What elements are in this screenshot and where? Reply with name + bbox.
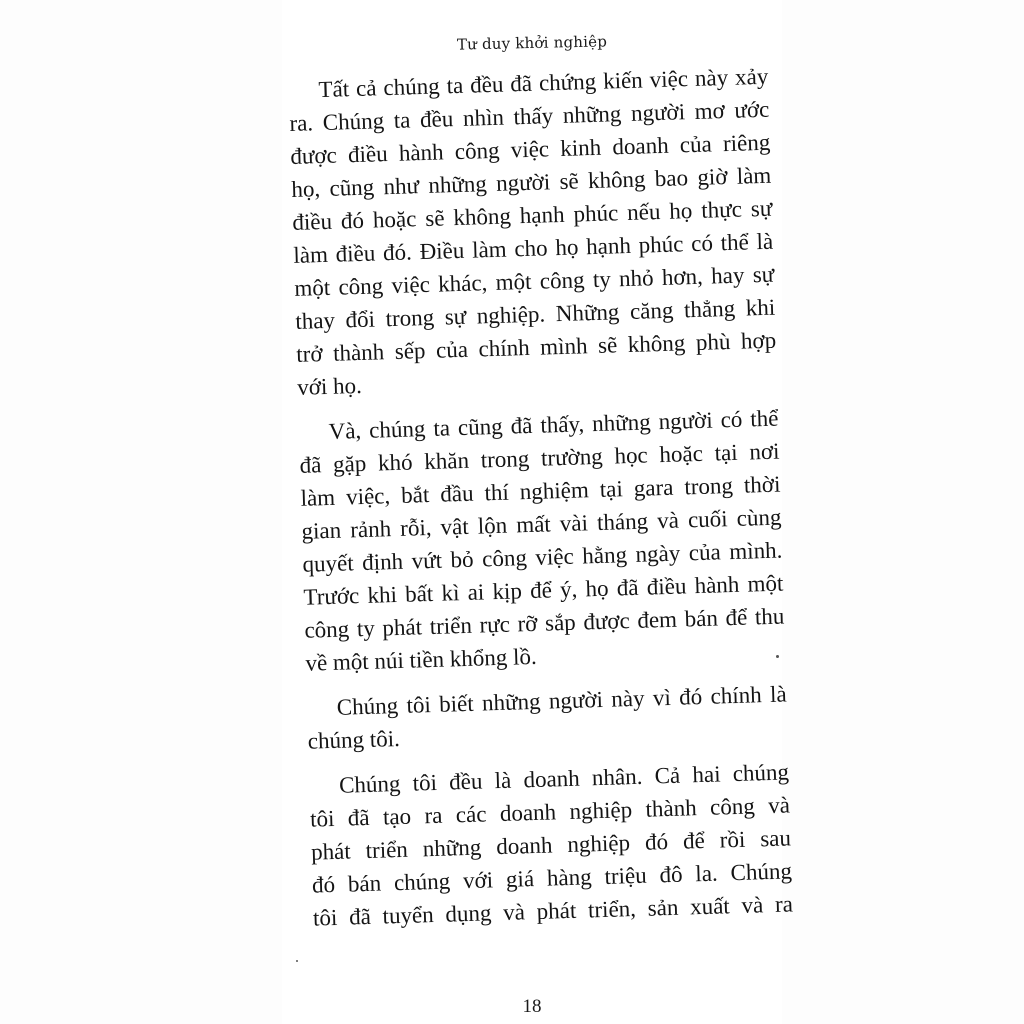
text-line: thay đổi trong sự nghiệp. Những căng thẳng khi xyxy=(294,294,776,334)
text-line: được điều hành công việc kinh doanh của riêng xyxy=(290,129,771,169)
body-text xyxy=(288,60,794,947)
text-line: với họ. xyxy=(296,372,363,400)
text-line: trở thành sếp của chính mình sẽ không phù hợp xyxy=(295,327,777,367)
text-line: Chúng tôi biết những người này vì đó chính là xyxy=(336,681,787,720)
text-line: Và, chúng ta cũng đã thấy, những người có thể xyxy=(328,405,779,444)
text-line: đó bán chúng với giá hàng triệu đô la. Chúng xyxy=(311,858,793,898)
text-line: chúng tôi. xyxy=(307,725,401,754)
paragraph xyxy=(298,402,786,680)
text-line: về một núi tiền khổng lồ. xyxy=(305,643,538,676)
text-line: quyết định vứt bỏ công việc hằng ngày của mình. xyxy=(302,537,783,577)
running-head: Tư duy khởi nghiệp xyxy=(456,32,608,54)
text-line: công ty phát triển rực rỡ sắp được đem bán để thu xyxy=(304,603,785,643)
text-line: tôi đã tuyển dụng và phát triển, sản xuất và ra xyxy=(312,891,794,931)
text-line: làm việc, bắt đầu thí nghiệm tại gara trong thời xyxy=(300,471,781,511)
paragraph xyxy=(306,677,788,757)
text-line: một công việc khác, một công ty nhỏ hơn, hay sự xyxy=(293,261,775,301)
scan-speck xyxy=(776,655,779,658)
text-line: Tất cả chúng ta đều đã chứng kiến việc này xảy xyxy=(318,63,769,103)
scan-speck xyxy=(296,960,298,962)
text-line: Chúng tôi đều là doanh nhân. Cả hai chúng xyxy=(338,759,790,798)
text-line: làm điều đó. Điều làm cho họ hạnh phúc có thể là xyxy=(293,228,774,268)
text-line: đã gặp khó khăn trong trường học hoặc tại nơi xyxy=(299,438,780,478)
text-line: ra. Chúng ta đều nhìn thấy những người mơ ước xyxy=(289,96,770,136)
text-line: tôi đã tạo ra các doanh nghiệp thành công và xyxy=(309,792,791,832)
text-line: điều đó hoặc sẽ không hạnh phúc nếu họ thực sự xyxy=(292,195,773,235)
paragraph xyxy=(309,755,794,934)
text-line: gian rảnh rỗi, vật lộn mất vài tháng và cuối cùng xyxy=(301,504,782,544)
paragraph xyxy=(288,60,778,404)
text-line: phát triển những doanh nghiệp đó để rồi sau xyxy=(310,825,792,865)
text-line: họ, cũng như những người sẽ không bao giờ làm xyxy=(291,162,772,202)
text-line: Trước khi bất kì ai kịp để ý, họ đã điều hành một xyxy=(303,570,784,610)
page-number: 18 xyxy=(522,996,542,1017)
